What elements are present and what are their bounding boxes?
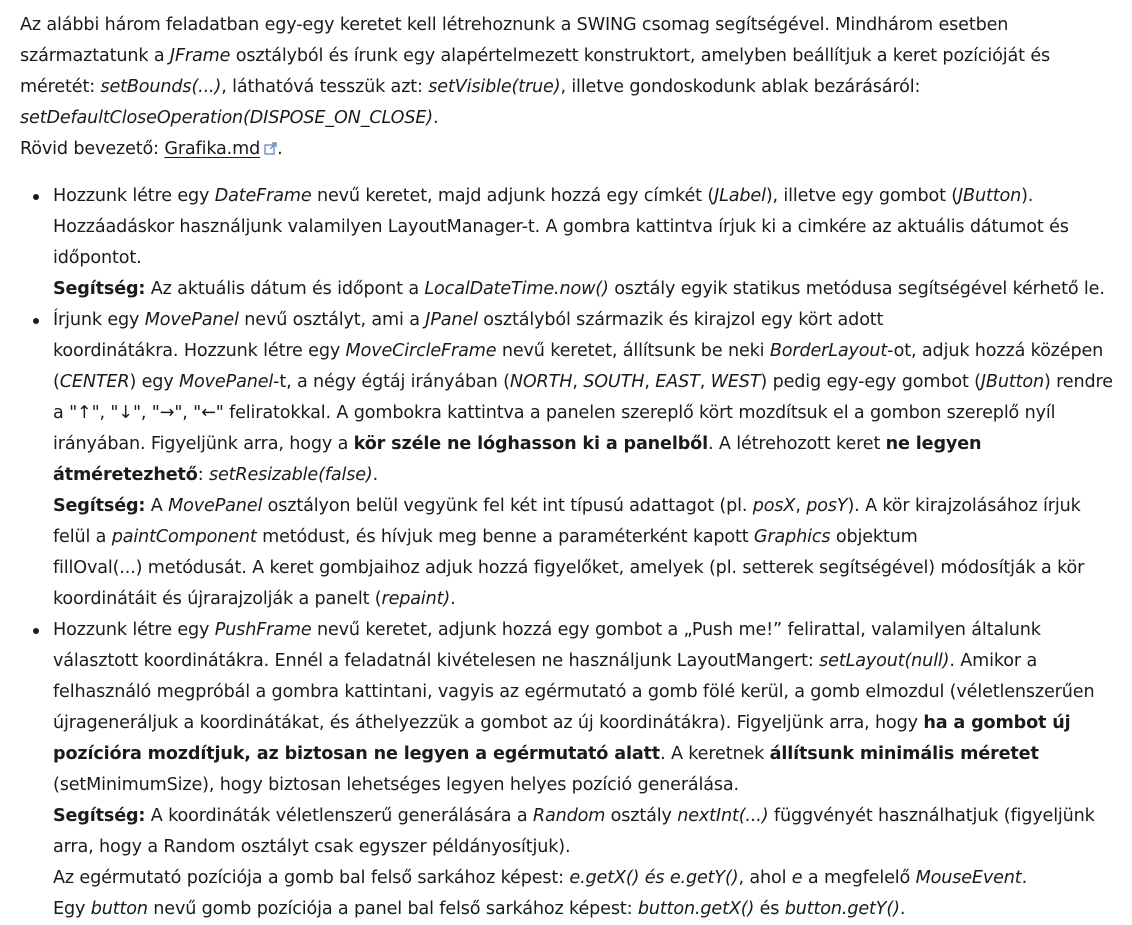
hint-code: button <box>90 899 148 919</box>
hint-code: e <box>791 868 803 888</box>
task-code: MoveCircleFrame <box>345 341 497 361</box>
task-code: JButton <box>980 372 1044 392</box>
hint-text: , <box>795 496 807 516</box>
task-text: nevű keretet, állítsunk be neki <box>496 341 770 361</box>
hint-code: button.getX() <box>637 899 755 919</box>
intro-text: . <box>433 108 439 128</box>
task-text: -t, a négy égtáj irányában ( <box>273 372 510 392</box>
intro-code: setVisible(true) <box>428 77 561 97</box>
intro-code: setBounds(...) <box>100 77 222 97</box>
intro-text: , láthatóvá tesszük azt: <box>221 77 429 97</box>
hint-text: és <box>754 899 785 919</box>
hint-text: osztályon belül vegyünk fel két int típusú adattagot (pl. <box>262 496 753 516</box>
task-text: , <box>699 372 711 392</box>
hint-text: Az egérmutató pozíciója a gomb bal felső sarkához képest: <box>53 868 570 888</box>
task-code: NORTH <box>509 372 573 392</box>
task-emphasis: kör széle ne lóghasson ki a panelből <box>353 434 708 454</box>
task-text: koordinátákra. Hozzunk létre egy <box>53 341 346 361</box>
task-text: , <box>644 372 656 392</box>
task-code: WEST <box>710 372 761 392</box>
hint-code: MouseEvent <box>915 868 1022 888</box>
hint-text: A <box>145 496 169 516</box>
task-text: nevű keretet, majd adjunk hozzá egy címkét ( <box>311 186 715 206</box>
hint-text: ). A kör kirajzolásához írjuk felül a <box>53 496 1081 547</box>
document-body <box>20 10 1120 925</box>
task-text: . A létrehozott keret <box>708 434 886 454</box>
task-code: BorderLayout <box>769 341 888 361</box>
task-text: -ot, adjuk hozzá középen ( <box>53 341 1104 392</box>
hint-text: A koordináták véletlenszerű generálására a <box>145 806 533 826</box>
hint-code: button.getY() <box>784 899 900 919</box>
task-code: setResizable(false) <box>208 465 373 485</box>
task-code: JLabel <box>714 186 766 206</box>
hint-text: nevű gomb pozíciója a panel bal felső sarkához képest: <box>147 899 638 919</box>
intro-text: . <box>277 139 283 159</box>
hint-code: posY <box>806 496 848 516</box>
task-push-frame <box>20 615 1120 925</box>
task-emphasis: ne legyen átméretezhető <box>53 434 982 485</box>
hint-text: , ahol <box>738 868 792 888</box>
hint-text: . <box>899 899 906 919</box>
task-code: JPanel <box>425 310 478 330</box>
hint-text: a megfelelő <box>802 868 916 888</box>
task-text: : <box>197 465 209 485</box>
task-code: MovePanel <box>144 310 239 330</box>
task-text: ). Hozzáadáskor használjunk valamilyen LayoutManager-t. A gombra kattintva írjuk ki a cimkére az aktuális dátumot és időpontot. <box>53 186 1069 268</box>
task-text: . <box>372 465 379 485</box>
task-emphasis: ha a gombot új pozícióra mozdítjuk, az biztosan ne legyen a egérmutató alatt <box>53 713 1071 764</box>
task-text: , <box>572 372 584 392</box>
hint-code: LocalDateTime.now() <box>424 279 609 299</box>
task-text: nevű osztályt, ami a <box>238 310 426 330</box>
hint-code: e.getX() és e.getY() <box>569 868 739 888</box>
task-code: SOUTH <box>583 372 645 392</box>
task-code: DateFrame <box>214 186 312 206</box>
intro-text: , illetve gondoskodunk ablak bezárásáról: <box>560 77 921 97</box>
hint-label: Segítség: <box>53 279 146 299</box>
task-code: EAST <box>655 372 700 392</box>
hint-text: Az aktuális dátum és időpont a <box>145 279 425 299</box>
hint-label: Segítség: <box>53 806 146 826</box>
task-code: MovePanel <box>179 372 274 392</box>
task-text: ) pedig egy-egy gombot ( <box>760 372 981 392</box>
hint-text: metódust, és hívjuk meg benne a paraméterként kapott <box>256 527 754 547</box>
hint-text: . <box>1021 868 1028 888</box>
task-text: osztályból származik és kirajzol egy kört adott <box>477 310 884 330</box>
task-text: (setMinimumSize), hogy biztosan lehetséges legyen helyes pozíció generálása. <box>53 775 739 795</box>
task-text: . A keretnek <box>660 744 770 764</box>
grafika-link[interactable]: Grafika.md <box>164 139 261 159</box>
hint-text: osztály egyik statikus metódusa segítségével kérhető le. <box>608 279 1105 299</box>
hint-text: objektum <box>830 527 918 547</box>
intro-text: Rövid bevezető: <box>20 139 165 159</box>
task-text: ) rendre a "↑", "↓", "→", "←" feliratokkal. A gombokra kattintva a panelen szereplő kört mozdítsuk el a gombon szereplő nyíl irányában. Figyeljünk arra, hogy a <box>53 372 1113 454</box>
hint-text: függvényét használhatjuk (figyeljünk arra, hogy a Random osztályt csak egyszer példányosítjuk). <box>53 806 1095 857</box>
intro-code: setDefaultCloseOperation(DISPOSE_ON_CLOSE) <box>20 108 434 128</box>
hint-code: posX <box>752 496 796 516</box>
task-code: CENTER <box>59 372 130 392</box>
task-move-panel <box>20 305 1120 615</box>
intro-code: JFrame <box>169 46 231 66</box>
hint-code: repaint) <box>381 589 451 609</box>
task-emphasis: állítsunk minimális méretet <box>769 744 1039 764</box>
hint-text: . <box>450 589 456 609</box>
hint-code: Graphics <box>753 527 831 547</box>
hint-text: fillOval(...) metódusát. A keret gombjaihoz adjuk hozzá figyelőket, amelyek (pl. setterek segítségével) módosítják a kör koordinátáit és újrarajzolják a panelt ( <box>53 558 1085 609</box>
task-text: . Amikor a felhasználó megpróbál a gombra kattintani, vagyis az egérmutató a gomb fölé kerül, a gomb elmozdul (véletlenszerűen újrageneráljuk a koordinátákat, és áthelyezzük a gombot az új koordinátákra). Figyeljünk arra, hogy <box>53 651 1095 733</box>
task-date-frame <box>20 181 1120 305</box>
intro-text: Az alábbi három feladatban egy-egy keretet kell létrehoznunk a SWING csomag segítségével. Mindhárom esetben származtatunk a <box>20 15 1009 66</box>
task-text: Hozzunk létre egy <box>53 186 215 206</box>
external-link-icon[interactable] <box>264 135 277 148</box>
task-list <box>20 181 1120 925</box>
task-code: setLayout(null) <box>819 651 950 671</box>
task-text: ), illetve egy gombot ( <box>765 186 958 206</box>
hint-label: Segítség: <box>53 496 146 516</box>
hint-code: nextInt(...) <box>677 806 769 826</box>
task-text: Hozzunk létre egy <box>53 620 215 640</box>
intro-text: osztályból és írunk egy alapértelmezett konstruktort, amelyben beállítjuk a keret pozícióját és méretét: <box>20 46 1051 97</box>
task-text: Írjunk egy <box>53 310 145 330</box>
hint-code: MovePanel <box>168 496 263 516</box>
task-text: ) egy <box>129 372 180 392</box>
task-code: JButton <box>958 186 1022 206</box>
hint-text: Egy <box>53 899 91 919</box>
hint-code: paintComponent <box>111 527 257 547</box>
task-text: nevű keretet, adjunk hozzá egy gombot a „Push me!” felirattal, valamilyen általunk választott koordinátákra. Ennél a feladatnál kivételesen ne használjunk LayoutMangert: <box>53 620 1041 671</box>
intro-paragraph <box>20 10 1120 165</box>
hint-code: Random <box>532 806 606 826</box>
task-code: PushFrame <box>214 620 312 640</box>
hint-text: osztály <box>605 806 678 826</box>
